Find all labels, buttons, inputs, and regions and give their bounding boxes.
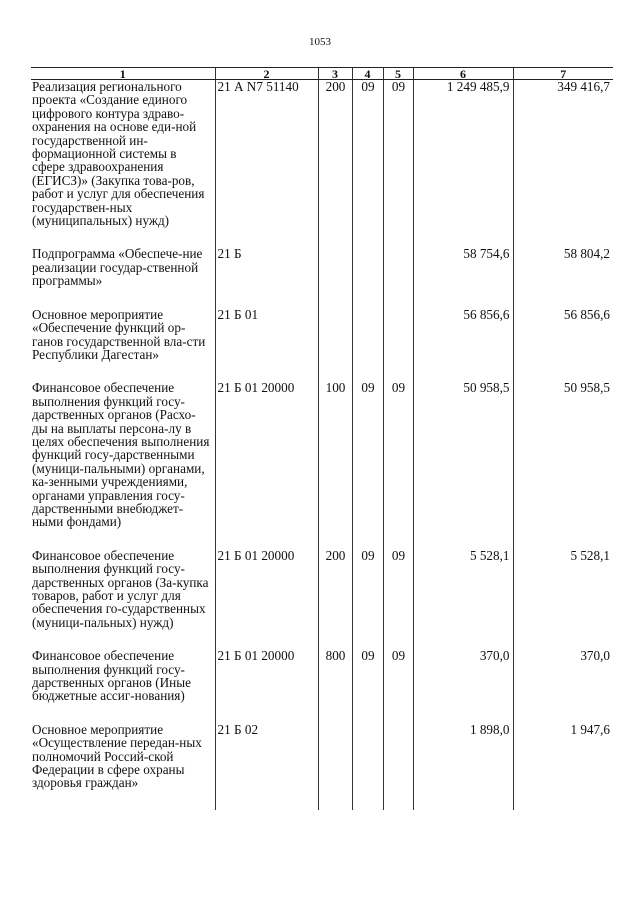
row-amount-col7: 1 947,6 bbox=[513, 723, 613, 790]
row-code: 21 Б 01 20000 bbox=[215, 649, 318, 703]
row-col4 bbox=[352, 308, 383, 362]
row-code: 21 Б 01 20000 bbox=[215, 381, 318, 528]
page-number: 1053 bbox=[309, 36, 331, 48]
column-header-2: 2 bbox=[215, 68, 318, 80]
row-col5: 09 bbox=[383, 649, 413, 703]
row-amount-col6: 370,0 bbox=[413, 649, 513, 703]
row-code: 21 А N7 51140 bbox=[215, 80, 318, 228]
row-col3 bbox=[318, 247, 352, 287]
row-amount-col7: 56 856,6 bbox=[513, 308, 613, 362]
column-header-7: 7 bbox=[513, 68, 613, 80]
row-amount-col7: 58 804,2 bbox=[513, 247, 613, 287]
row-col3: 100 bbox=[318, 381, 352, 528]
row-code: 21 Б bbox=[215, 247, 318, 287]
row-col5: 09 bbox=[383, 549, 413, 629]
column-header-5: 5 bbox=[383, 68, 413, 80]
header-row bbox=[31, 68, 613, 80]
column-header-4: 4 bbox=[352, 68, 383, 80]
row-amount-col6: 58 754,6 bbox=[413, 247, 513, 287]
row-spacer bbox=[31, 790, 613, 810]
row-col3: 200 bbox=[318, 549, 352, 629]
table-row bbox=[31, 381, 613, 528]
column-header-3: 3 bbox=[318, 68, 352, 80]
row-spacer bbox=[31, 529, 613, 549]
row-code: 21 Б 02 bbox=[215, 723, 318, 790]
table-row bbox=[31, 649, 613, 703]
budget-table bbox=[31, 67, 613, 810]
row-amount-col7: 370,0 bbox=[513, 649, 613, 703]
row-name: Финансовое обеспечение выполнения функций госу-дарственных органов (Расхо-ды на выплаты персона-лу в целях обеспечения выполнения функций госу-дарственными (муници-пальными) органами, ка-зенными учреждениями, органами управления госу-дарственными внебюджет-ными фондами) bbox=[31, 381, 215, 528]
row-code: 21 Б 01 bbox=[215, 308, 318, 362]
row-col4 bbox=[352, 247, 383, 287]
row-amount-col6: 56 856,6 bbox=[413, 308, 513, 362]
table-row bbox=[31, 80, 613, 228]
row-amount-col7: 349 416,7 bbox=[513, 80, 613, 228]
row-col5: 09 bbox=[383, 381, 413, 528]
row-col4: 09 bbox=[352, 80, 383, 228]
row-name: Финансовое обеспечение выполнения функций госу-дарственных органов (За-купка товаров, работ и услуг для обеспечения го-сударственных (муници-пальных) нужд) bbox=[31, 549, 215, 629]
table-row bbox=[31, 308, 613, 362]
row-amount-col6: 1 249 485,9 bbox=[413, 80, 513, 228]
table-row bbox=[31, 247, 613, 287]
row-col3 bbox=[318, 723, 352, 790]
row-col5 bbox=[383, 723, 413, 790]
row-name: Реализация регионального проекта «Создание единого цифрового контура здраво-охранения на основе еди-ной государственной ин-формационной системы в сфере здравоохранения (ЕГИСЗ)» (Закупка това-ров, работ и услуг для обеспечения государствен-ных (муниципальных) нужд) bbox=[31, 80, 215, 228]
row-name: Финансовое обеспечение выполнения функций госу-дарственных органов (Иные бюджетные ассиг-нования) bbox=[31, 649, 215, 703]
row-spacer bbox=[31, 288, 613, 308]
row-name: Подпрограмма «Обеспече-ние реализации государ-ственной программы» bbox=[31, 247, 215, 287]
row-amount-col7: 50 958,5 bbox=[513, 381, 613, 528]
column-header-6: 6 bbox=[413, 68, 513, 80]
row-amount-col7: 5 528,1 bbox=[513, 549, 613, 629]
table-row bbox=[31, 549, 613, 629]
row-col4: 09 bbox=[352, 381, 383, 528]
row-spacer bbox=[31, 703, 613, 723]
row-code: 21 Б 01 20000 bbox=[215, 549, 318, 629]
row-col3: 200 bbox=[318, 80, 352, 228]
table-row bbox=[31, 723, 613, 790]
row-col5: 09 bbox=[383, 80, 413, 228]
row-amount-col6: 1 898,0 bbox=[413, 723, 513, 790]
row-col5 bbox=[383, 308, 413, 362]
row-col3 bbox=[318, 308, 352, 362]
row-spacer bbox=[31, 361, 613, 381]
budget-table-container bbox=[31, 67, 613, 835]
row-spacer bbox=[31, 629, 613, 649]
row-col5 bbox=[383, 247, 413, 287]
row-name: Основное мероприятие «Обеспечение функций ор-ганов государственной вла-сти Республики Дагестан» bbox=[31, 308, 215, 362]
row-name: Основное мероприятие «Осуществление передан-ных полномочий Россий-ской Федерации в сфере охраны здоровья граждан» bbox=[31, 723, 215, 790]
row-amount-col6: 5 528,1 bbox=[413, 549, 513, 629]
row-spacer bbox=[31, 227, 613, 247]
row-col4 bbox=[352, 723, 383, 790]
row-col4: 09 bbox=[352, 649, 383, 703]
row-amount-col6: 50 958,5 bbox=[413, 381, 513, 528]
row-col4: 09 bbox=[352, 549, 383, 629]
row-col3: 800 bbox=[318, 649, 352, 703]
column-header-1: 1 bbox=[31, 68, 215, 80]
